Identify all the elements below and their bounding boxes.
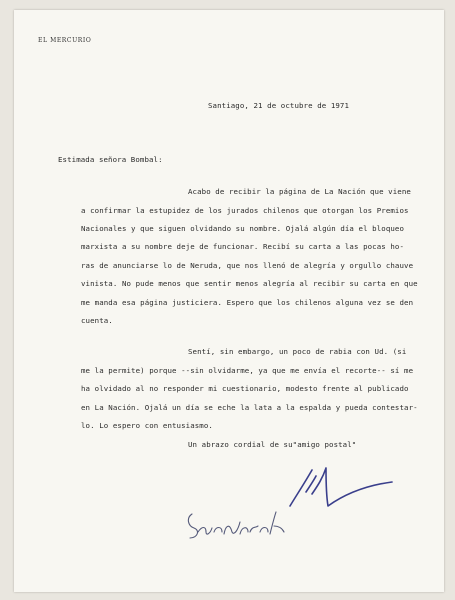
- text-line: Acabo de recibir la página de La Nación que viene: [188, 187, 411, 196]
- text-line: vinista. No pude menos que sentir menos alegría al recibir su carta en que: [81, 279, 418, 288]
- text-line: me manda esa página justiciera. Espero que los chilenos alguna vez se den: [81, 298, 414, 307]
- text-line: Sentí, sin embargo, un poco de rabia con Ud. (si: [188, 347, 407, 356]
- salutation: Estimada señora Bombal:: [58, 155, 163, 164]
- date-line: Santiago, 21 de octubre de 1971: [208, 101, 350, 110]
- closing-line: Un abrazo cordial de su"amigo postal": [188, 440, 357, 449]
- text-line: ras de anunciarse lo de Neruda, que nos llenó de alegría y orgullo chauve: [81, 261, 414, 270]
- text-line: ha olvidado al no responder mi cuestionario, modesto frente al publicado: [81, 384, 409, 393]
- text-line: marxista a su nombre deje de funcionar. Recibí su carta a las pocas ho-: [81, 242, 405, 251]
- handwritten-annotation: [184, 504, 294, 548]
- signature: [282, 460, 422, 524]
- text-line: en La Nación. Ojalá un día se eche la lata a la espalda y pueda contestar-: [81, 403, 418, 412]
- text-line: lo. Lo espero con entusiasmo.: [81, 421, 213, 430]
- letterhead: EL MERCURIO: [38, 37, 92, 44]
- text-line: cuenta.: [81, 316, 113, 325]
- text-line: Nacionales y que siguen olvidando su nombre. Ojalá algún día el bloqueo: [81, 224, 405, 233]
- text-line: a confirmar la estupidez de los jurados chilenos que otorgan los Premios: [81, 206, 409, 215]
- text-line: me la permite) porque --sin olvidarme, ya que me envía el recorte-- sí me: [81, 366, 414, 375]
- letter-page: [14, 10, 444, 592]
